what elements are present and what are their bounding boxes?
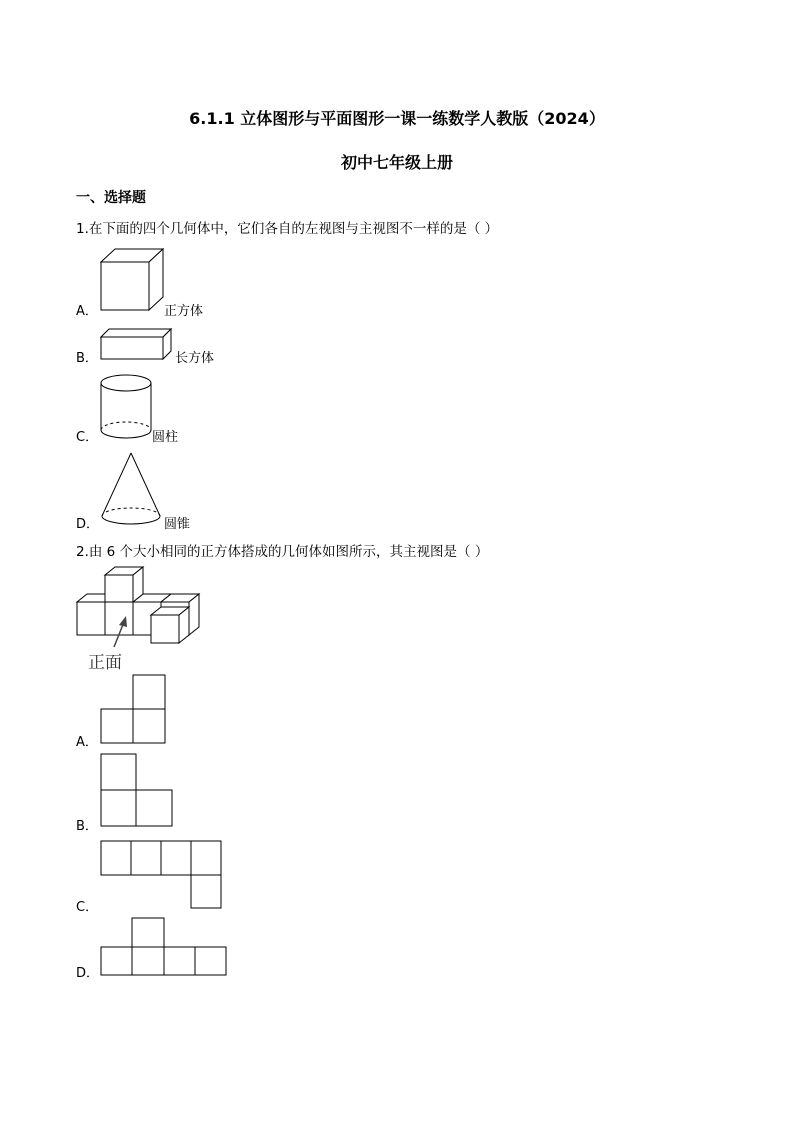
q1-option-a-name: 正方体 — [164, 304, 204, 319]
q2-option-c-key[interactable]: C． — [76, 900, 99, 915]
q1-option-c-name: 圆柱 — [152, 430, 179, 445]
q2-option-c-figure — [100, 840, 224, 912]
q2-option-b-figure — [100, 753, 176, 829]
section-heading: 一、选择题 — [76, 190, 146, 206]
question-2-text: 2.由 6 个大小相同的正方体搭成的几何体如图所示，其主视图是（ ） — [76, 544, 489, 560]
cube-stack-figure — [74, 565, 204, 651]
page-subtitle: 初中七年级上册 — [340, 153, 453, 172]
page-title: 6.1.1 立体图形与平面图形一课一练数学人教版（2024） — [189, 109, 605, 128]
q1-option-b-key[interactable]: B． — [76, 351, 98, 366]
cylinder-figure — [100, 374, 156, 444]
cube-figure — [100, 248, 170, 318]
q2-option-b-key[interactable]: B． — [76, 819, 98, 834]
q1-option-d-name: 圆锥 — [164, 517, 191, 532]
q1-option-b-name: 长方体 — [175, 351, 215, 366]
front-label: 正面 — [88, 653, 122, 673]
q1-option-c-key[interactable]: C． — [76, 430, 99, 445]
q2-option-a-key[interactable]: A． — [76, 735, 98, 750]
q1-option-d-key[interactable]: D． — [76, 517, 100, 532]
q2-option-d-key[interactable]: D． — [76, 966, 100, 981]
cone-figure — [100, 452, 166, 528]
q1-option-a-key[interactable]: A． — [76, 304, 98, 319]
cuboid-figure — [100, 328, 180, 368]
q2-option-a-figure — [100, 674, 170, 746]
q2-option-d-figure — [100, 917, 230, 979]
question-1-text: 1.在下面的四个几何体中，它们各自的左视图与主视图不一样的是（ ） — [76, 221, 499, 237]
